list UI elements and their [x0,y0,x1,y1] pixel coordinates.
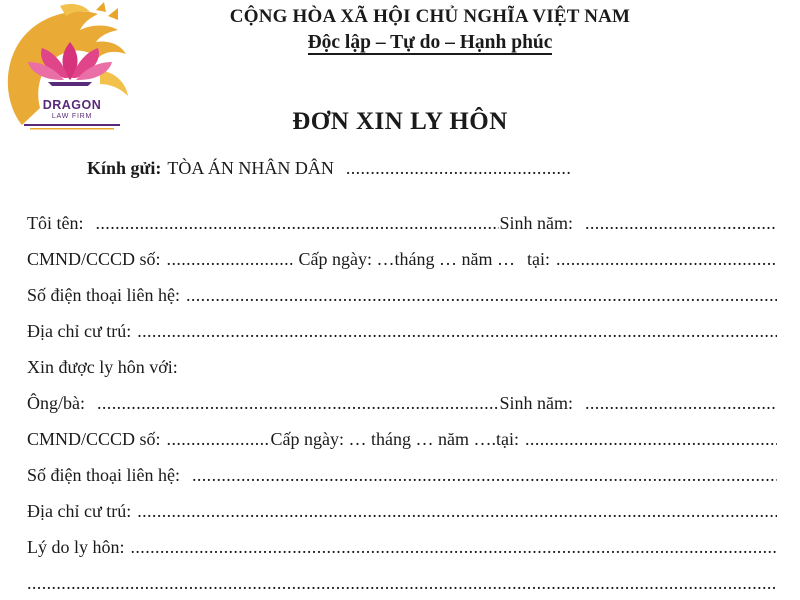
request-line [27,357,777,378]
applicant-name-line [27,213,777,234]
applicant-id-line [27,249,777,270]
applicant-issued-date-label: Cấp ngày: …tháng … năm … [298,249,516,269]
recipient-line [87,158,607,179]
applicant-birth-blank[interactable] [585,213,777,234]
document-title: ĐƠN XIN LY HÔN [292,108,508,135]
motto-text: Độc lập – Tự do – Hạnh phúc [308,33,553,55]
spouse-address-label: Địa chỉ cư trú: [27,501,132,521]
recipient-value: TÒA ÁN NHÂN DÂN [167,158,334,178]
logo-subtitle: LAW FIRM [51,113,93,120]
recipient-blank[interactable] [346,158,572,179]
reason-label: Lý do ly hôn: [27,537,125,557]
applicant-name-label: Tôi tên: [27,213,84,233]
reason-continuation-line [27,573,777,594]
reason-line [27,537,777,558]
spouse-name-label: Ông/bà: [27,393,85,413]
spouse-phone-blank[interactable] [192,465,777,486]
spouse-address-blank[interactable] [137,501,777,522]
applicant-birth-label: Sinh năm: [499,213,573,233]
reason-blank[interactable] [131,537,778,558]
applicant-issued-place-label: tại: [527,249,551,269]
applicant-name-blank[interactable] [96,213,500,234]
spouse-id-label: CMND/CCCD số: [27,429,161,449]
spouse-issued-place-blank[interactable] [525,429,777,450]
applicant-address-blank[interactable] [137,321,777,342]
recipient-label: Kính gửi: [87,158,162,178]
applicant-phone-blank[interactable] [186,285,777,306]
applicant-address-label: Địa chỉ cư trú: [27,321,132,341]
motto-heading [130,32,730,55]
reason-continuation-blank[interactable] [27,573,777,594]
spouse-name-line [27,393,777,414]
applicant-phone-label: Số điện thoại liên hệ: [27,285,180,305]
applicant-issued-place-blank[interactable] [556,249,777,270]
spouse-address-line [27,501,777,522]
spouse-id-line [27,429,777,450]
applicant-phone-line [27,285,777,306]
logo-name: DRAGON [42,98,102,112]
request-label: Xin được ly hôn với: [27,357,178,377]
applicant-id-blank[interactable] [167,249,293,270]
spouse-issued-date-label: Cấp ngày: … tháng … năm …. [270,429,497,449]
nation-heading: CỘNG HÒA XÃ HỘI CHỦ NGHĨA VIỆT NAM [229,6,631,27]
spouse-birth-blank[interactable] [585,393,777,414]
spouse-phone-line [27,465,777,486]
spouse-issued-place-label: tại: [496,429,520,449]
spouse-id-blank[interactable] [167,429,271,450]
applicant-address-line [27,321,777,342]
spouse-birth-label: Sinh năm: [499,393,573,413]
spouse-name-blank[interactable] [97,393,499,414]
spouse-phone-label: Số điện thoại liên hệ: [27,465,180,485]
applicant-id-label: CMND/CCCD số: [27,249,161,269]
